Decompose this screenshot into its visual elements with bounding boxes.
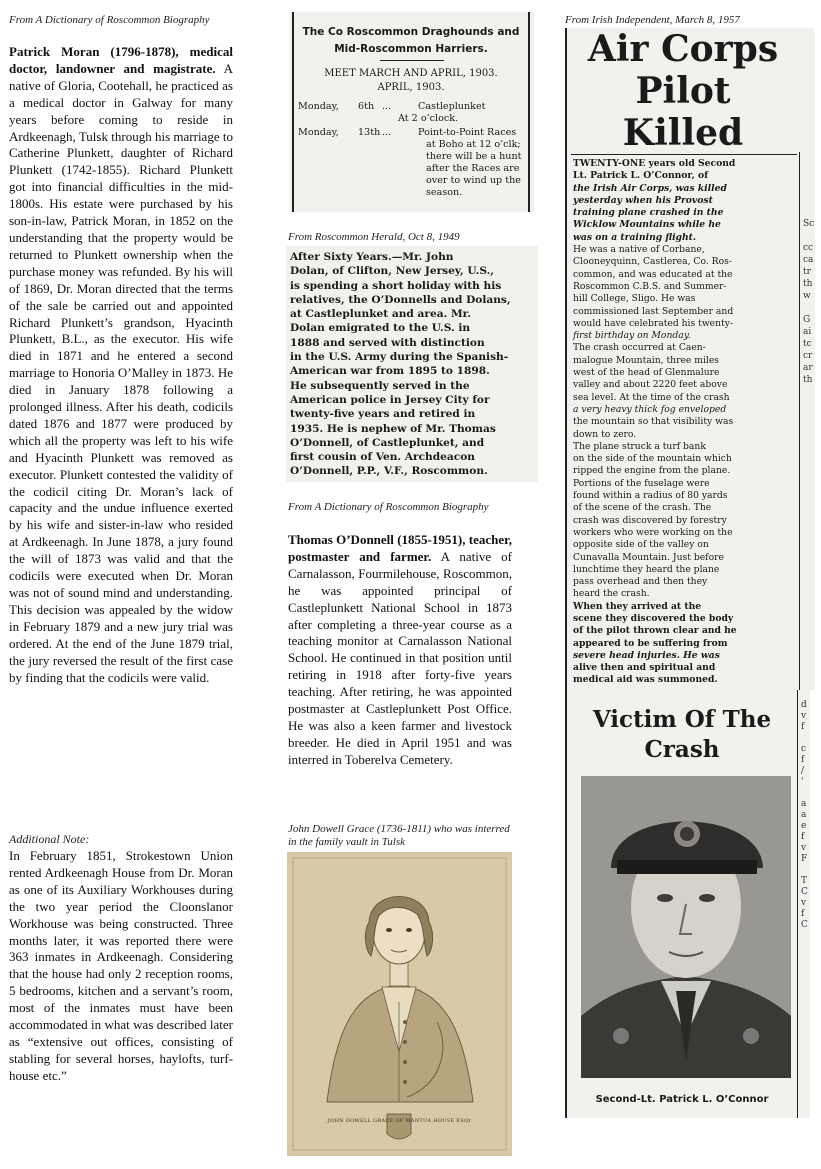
victim-head-1: Victim Of The xyxy=(592,706,772,733)
article-line: training plane crashed in the xyxy=(573,207,724,219)
article-line: Portions of the fuselage were xyxy=(573,477,710,489)
article-line: medical aid was summoned. xyxy=(573,674,718,686)
article-line: appeared to be suffering from xyxy=(573,637,728,649)
neighbour-column-fragment: Sc cc ca tr th w G ai tc cr ar th xyxy=(803,219,815,385)
article-line: first birthday on Monday. xyxy=(573,330,691,342)
herald-line: O’Donnell, of Castleplunket, and xyxy=(290,436,485,449)
pilot-photo xyxy=(581,776,791,1078)
harriers-r2-text6: season. xyxy=(426,187,463,198)
article-line: of the scene of the crash. The xyxy=(573,502,712,514)
article-line: sea level. At the time of the crash xyxy=(573,391,730,403)
article-line: The plane struck a turf bank xyxy=(573,440,706,452)
herald-line: After Sixty Years.—Mr. John xyxy=(290,251,454,263)
col1-source: From A Dictionary of Roscommon Biography xyxy=(9,14,210,26)
harriers-april: APRIL, 1903. xyxy=(377,82,445,93)
article-line: He was a native of Corbane, xyxy=(573,244,705,256)
herald-line: American police in Jersey City for xyxy=(290,393,490,406)
victim-clipping xyxy=(565,690,810,1118)
harriers-r2-text5: over to wind up the xyxy=(426,175,521,186)
article-line: ripped the engine from the plane. xyxy=(573,465,731,477)
article-line: of the pilot thrown clear and he xyxy=(573,625,737,637)
herald-line: O’Donnell, P.P., V.F., Roscommon. xyxy=(290,465,488,478)
article-line: common, and was educated at the xyxy=(573,268,733,280)
article-line: commissioned last September and xyxy=(573,305,734,317)
article-line: was on a training flight. xyxy=(573,231,697,243)
harriers-r2-text2: at Boho at 12 o’clk; xyxy=(426,139,521,150)
harriers-r1-day: Monday, xyxy=(298,101,339,112)
article-line: west of the head of Glenmalure xyxy=(573,367,720,379)
article-line: the Irish Air Corps, was killed xyxy=(573,182,727,194)
air-corps-clipping xyxy=(565,28,815,690)
article-line: Cunavalla Mountain. Just before xyxy=(573,551,724,563)
bio-source: From A Dictionary of Roscommon Biography xyxy=(288,501,489,513)
harriers-r2-text3: there will be a hunt xyxy=(426,151,522,162)
portrait-plate-text: JOHN DOWELL GRACE OF MANTUA HOUSE ESQr xyxy=(327,1118,472,1124)
article-line: crash was discovered by forestry xyxy=(573,514,727,526)
article-line: opposite side of the valley on xyxy=(573,539,709,551)
article-line: When they arrived at the xyxy=(573,600,702,612)
harriers-meet: MEET MARCH AND APRIL, 1903. xyxy=(324,68,498,79)
harriers-r1-date: 6th xyxy=(358,101,375,112)
additional-note-label: Additional Note: xyxy=(9,832,90,846)
article-line: alive then and spiritual and xyxy=(573,662,716,674)
article-line: yesterday when his Provost xyxy=(573,194,713,206)
herald-line: American war from 1895 to 1898. xyxy=(290,365,490,378)
herald-line: at Castleplunket and area. Mr. xyxy=(290,308,471,321)
herald-line: 1935. He is nephew of Mr. Thomas xyxy=(290,422,496,435)
harriers-clipping: The Co Roscommon Draghounds and Mid-Roscommon Harriers. MEET MARCH AND APRIL, 1903. APRIL, 1903. Monday, 6th ... Castleplunket At 2 o’clock. Monday, 13th ... Point-to-Point Races at Boho at 12 o’clk; there will be a hunt after the Races are over to wind up the season. xyxy=(290,12,534,212)
patrick-moran-entry xyxy=(9,44,233,686)
article-line: scene they discovered the body xyxy=(573,612,734,624)
article-line: The crash occurred at Caen- xyxy=(573,342,706,354)
herald-line: 1888 and served with distinction xyxy=(290,336,485,349)
article-line: down to zero. xyxy=(573,428,637,440)
harriers-r2-date: 13th xyxy=(358,127,381,138)
portrait-engraving xyxy=(287,852,512,1156)
herald-line: first cousin of Ven. Archdeacon xyxy=(290,451,475,464)
photo-caption: Second-Lt. Patrick L. O’Connor xyxy=(595,1094,769,1105)
article-line: Lt. Patrick L. O’Connor, of xyxy=(573,170,709,182)
col3-source: From Irish Independent, March 8, 1957 xyxy=(565,14,740,26)
article-line: the mountain so that visibility was xyxy=(573,416,734,428)
article-line: severe head injuries. He was xyxy=(573,649,720,661)
article-line: workers who were working on the xyxy=(573,526,733,538)
article-line: hill College, Sligo. He was xyxy=(573,293,696,305)
article-line: malogue Mountain, three miles xyxy=(573,354,719,366)
article-line: Clooneyquinn, Castlerea, Co. Ros- xyxy=(573,256,732,268)
harriers-r1-text: Castleplunket xyxy=(418,101,486,112)
thomas-odonnell-heading: Thomas O’Donnell (1855-1951), teacher, postmaster and farmer. xyxy=(288,532,512,564)
patrick-moran-body: A native of Gloria, Cootehall, he practiced as a medical doctor in Galway for many years before coming to reside in Ardkeenagh, Tulsk through his marriage to Catherine Plunkett, daughter of Richard Plunkett (1742-1855). Richard Plunkett got into financial difficulties in the mid-1800s. His estate were purchased by his son-in-law, Patrick Moran, in 1852 on the understanding that the property would be returned to Plunkett ownership when the purchase money was refunded. By his will of 1869, Dr. Moran directed that the terms of the sale be carried out and appointed Richard Plunkett’s grandson, Hyacinth Plunkett, B.L., as the executor. His wife died in 1871 and he entered a second marriage to Honoria O’Malley in 1873. He died in January 1878 following a prolonged illness. After his death, codicils dated 1876 and 1877 were produced by which all the property was left to his wife and Hyacinth Plunkett was removed as executor. Plunkett contested the validity of the codicil citing Dr. Moran’s lack of capacity and the undue influence exerted by his wife and sister-in-law who resided at Ardkeenagh. In June 1878, a jury found the will of 1873 was valid and that the codicils were executed when Dr. Moran was not of sound mind and understanding. This decision was appealed by the widow in February 1879 and a new jury trial was ordered. At the end of the June 1879 trial, the jury reversed the result of the first case by finding that the codicils were valid. xyxy=(9,60,233,685)
neighbour-column-fragment-2: d v f c f / ' a a e f v F T C v f C xyxy=(801,700,808,930)
herald-line: is spending a short holiday with his xyxy=(290,279,502,292)
headline-line-1: Air Corps xyxy=(587,28,779,70)
article-line: valley and about 2220 feet above xyxy=(573,379,728,391)
harriers-r2-day: Monday, xyxy=(298,127,339,138)
article-line: lunchtime they heard the plane xyxy=(573,563,720,575)
article-line: a very heavy thick fog enveloped xyxy=(573,403,727,415)
additional-note-body: In February 1851, Strokestown Union rented Ardkeenagh House from Dr. Moran as one of its Auxiliary Workhouses during the two year period the Cloonslanor Workhouse was being constructed. Three months later, it was reported there were 363 inmates in Ardkeenagh. Considering that the house had only 2 reception rooms, 5 bedrooms, kitchen and a servant’s room, most of the inmates must have been accommodated in what was described later as “extensive out offices, consisting of stabling for several horses, haylofts, turf-house etc.” xyxy=(9,848,233,1083)
portrait-figure xyxy=(287,852,512,1156)
article-line: Wicklow Mountains while he xyxy=(573,219,721,231)
harriers-r2-text1: Point-to-Point Races xyxy=(418,127,517,138)
harriers-title-2: Mid-Roscommon Harriers. xyxy=(334,43,488,55)
article-line: found within a radius of 80 yards xyxy=(573,490,728,502)
headline-line-2: Pilot xyxy=(635,70,731,112)
herald-line: Dolan emigrated to the U.S. in xyxy=(290,322,471,335)
herald-line: Dolan, of Clifton, New Jersey, U.S., xyxy=(290,265,494,278)
harriers-r1-time: At 2 o’clock. xyxy=(398,113,459,124)
article-line: TWENTY-ONE years old Second xyxy=(573,158,736,169)
herald-line: in the U.S. Army during the Spanish- xyxy=(290,351,509,364)
article-line: pass overhead and then they xyxy=(573,576,708,588)
herald-clipping xyxy=(286,246,538,482)
herald-line: relatives, the O’Donnells and Dolans, xyxy=(290,293,511,306)
thomas-odonnell-entry xyxy=(288,532,512,769)
victim-head-2: Crash xyxy=(644,736,720,763)
article-line: would have celebrated his twenty- xyxy=(573,317,734,329)
thomas-odonnell-body: A native of Carnalasson, Fourmilehouse, Roscommon, he was appointed principal of Castleplunkett National School in 1873 after completing a three-year course as a teaching monitor at Carnalasson National School. He continued in that position until retiring in 1918 after forty-five years teaching. After retiring, he was appointed postmaster at Castleplunkett Post Office. He was also a keen farmer and livestock breeder. He died in April 1951 and was interred in Toberelva Cemetery. xyxy=(288,548,512,767)
herald-line: He subsequently served in the xyxy=(290,379,470,392)
harriers-r2-text4: after the Races are xyxy=(426,163,520,174)
portrait-caption: John Dowell Grace (1736-1811) who was interred in the family vault in Tulsk xyxy=(288,823,510,848)
article-line: heard the crash. xyxy=(573,588,650,600)
harriers-title-1: The Co Roscommon Draghounds and xyxy=(302,26,520,38)
herald-source: From Roscommon Herald, Oct 8, 1949 xyxy=(288,231,460,243)
patrick-moran-heading: Patrick Moran (1796-1878), medical doctor, landowner and magistrate. xyxy=(9,44,233,76)
article-line: Roscommon C.B.S. and Summer- xyxy=(573,280,727,292)
herald-line: twenty-five years and retired in xyxy=(290,408,476,421)
article-line: on the side of the mountain which xyxy=(573,453,732,465)
headline-line-3: Killed xyxy=(622,112,744,154)
